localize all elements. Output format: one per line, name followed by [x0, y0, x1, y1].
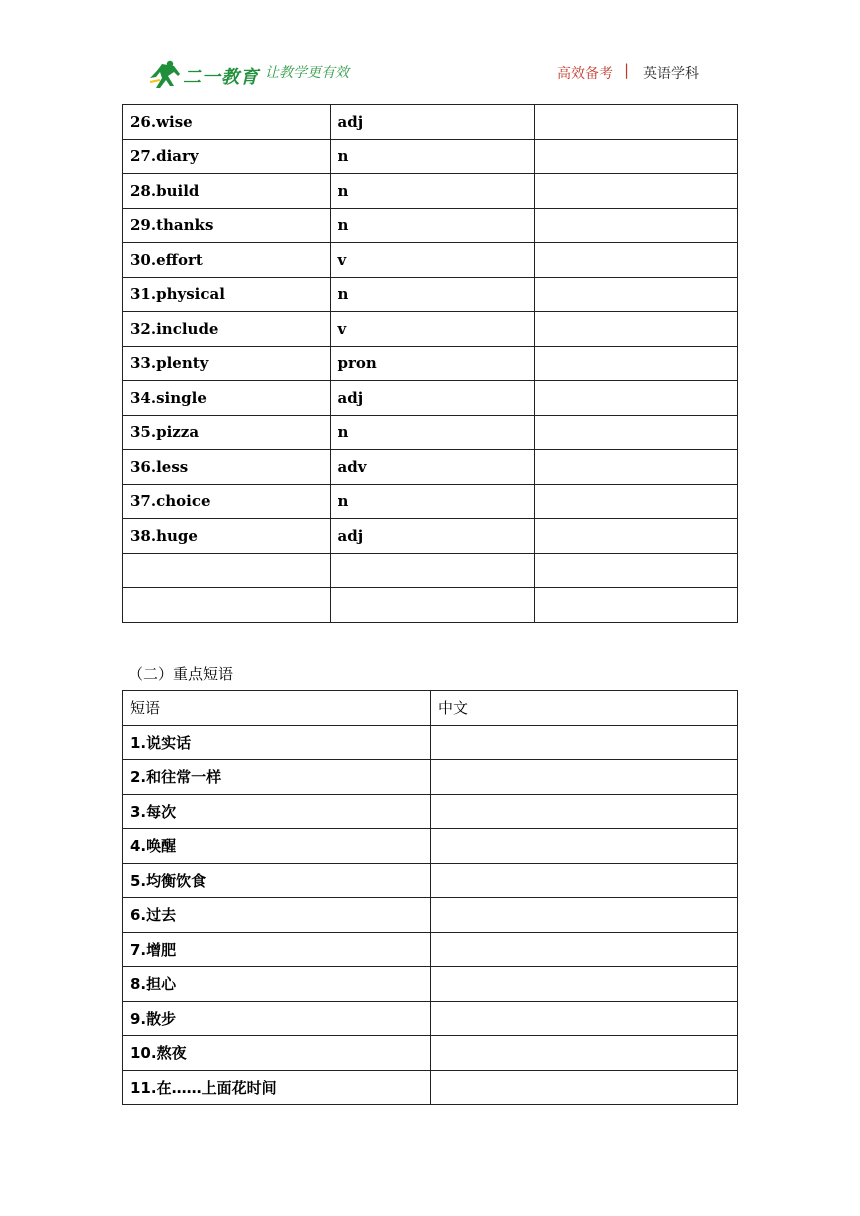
- table-row: [123, 1070, 738, 1105]
- vocab-cell-meaning[interactable]: [535, 139, 738, 174]
- phrase-meaning-cell[interactable]: [431, 1036, 738, 1071]
- table-row: [123, 553, 738, 588]
- vocab-cell-meaning[interactable]: [535, 312, 738, 347]
- phrase-meaning-cell[interactable]: [431, 1070, 738, 1105]
- page-header: [0, 0, 860, 100]
- vocab-cell-pos: n: [330, 174, 535, 209]
- phrases-table: [122, 690, 738, 1105]
- header-chinese: 中文: [431, 691, 738, 726]
- table-row: [123, 381, 738, 416]
- vocab-cell-word: 37.choice: [123, 484, 331, 519]
- header-separator: |: [624, 61, 630, 79]
- phrase-cell: 4.唤醒: [123, 829, 431, 864]
- vocab-cell-meaning[interactable]: [535, 208, 738, 243]
- table-row: [123, 967, 738, 1002]
- vocab-cell-pos: pron: [330, 346, 535, 381]
- vocabulary-table: [122, 104, 738, 623]
- table-row: [123, 519, 738, 554]
- vocab-cell-meaning[interactable]: [535, 553, 738, 588]
- vocab-cell-pos: [330, 588, 535, 623]
- table-row: [123, 1036, 738, 1071]
- logo-text: 二一教育: [183, 67, 259, 88]
- table-row: [123, 450, 738, 485]
- phrase-cell: 3.每次: [123, 794, 431, 829]
- vocab-cell-meaning[interactable]: [535, 381, 738, 416]
- phrases-header-row: [123, 691, 738, 726]
- phrase-meaning-cell[interactable]: [431, 725, 738, 760]
- table-row: [123, 105, 738, 140]
- vocab-cell-word: [123, 553, 331, 588]
- vocab-cell-word: 30.effort: [123, 243, 331, 278]
- phrase-meaning-cell[interactable]: [431, 863, 738, 898]
- vocab-cell-word: 28.build: [123, 174, 331, 209]
- phrase-meaning-cell[interactable]: [431, 898, 738, 933]
- vocab-cell-word: 29.thanks: [123, 208, 331, 243]
- phrase-cell: 6.过去: [123, 898, 431, 933]
- vocab-cell-meaning[interactable]: [535, 415, 738, 450]
- vocab-cell-word: 34.single: [123, 381, 331, 416]
- vocab-cell-pos: adj: [330, 105, 535, 140]
- table-row: [123, 208, 738, 243]
- table-row: [123, 312, 738, 347]
- table-row: [123, 863, 738, 898]
- phrase-cell: 5.均衡饮食: [123, 863, 431, 898]
- slogan: 让教学更有效: [265, 65, 349, 81]
- vocab-cell-word: 33.plenty: [123, 346, 331, 381]
- table-row: [123, 898, 738, 933]
- phrase-meaning-cell[interactable]: [431, 829, 738, 864]
- table-row: [123, 760, 738, 795]
- table-row: [123, 588, 738, 623]
- section-title-phrases: （二）重点短语: [128, 665, 234, 683]
- vocab-cell-pos: v: [330, 312, 535, 347]
- table-row: [123, 1001, 738, 1036]
- vocab-cell-meaning[interactable]: [535, 346, 738, 381]
- phrase-cell: 7.增肥: [123, 932, 431, 967]
- vocab-cell-pos: n: [330, 484, 535, 519]
- vocab-cell-word: 38.huge: [123, 519, 331, 554]
- vocab-cell-pos: v: [330, 243, 535, 278]
- vocab-cell-word: 32.include: [123, 312, 331, 347]
- phrase-meaning-cell[interactable]: [431, 794, 738, 829]
- phrase-meaning-cell[interactable]: [431, 932, 738, 967]
- table-row: [123, 725, 738, 760]
- table-row: [123, 243, 738, 278]
- vocab-cell-pos: n: [330, 208, 535, 243]
- table-row: [123, 415, 738, 450]
- vocab-cell-pos: n: [330, 277, 535, 312]
- vocab-cell-meaning[interactable]: [535, 484, 738, 519]
- vocab-cell-meaning[interactable]: [535, 588, 738, 623]
- vocab-cell-word: 26.wise: [123, 105, 331, 140]
- header-tag-exam: 高效备考: [557, 66, 613, 82]
- vocab-cell-pos: n: [330, 139, 535, 174]
- table-row: [123, 174, 738, 209]
- vocab-cell-word: 35.pizza: [123, 415, 331, 450]
- phrase-cell: 2.和往常一样: [123, 760, 431, 795]
- vocab-cell-meaning[interactable]: [535, 243, 738, 278]
- vocab-cell-meaning[interactable]: [535, 277, 738, 312]
- phrase-meaning-cell[interactable]: [431, 1001, 738, 1036]
- phrase-cell: 1.说实话: [123, 725, 431, 760]
- phrase-cell: 8.担心: [123, 967, 431, 1002]
- table-row: [123, 346, 738, 381]
- table-row: [123, 277, 738, 312]
- table-row: [123, 794, 738, 829]
- phrase-meaning-cell[interactable]: [431, 760, 738, 795]
- vocab-cell-meaning[interactable]: [535, 105, 738, 140]
- vocab-cell-meaning[interactable]: [535, 519, 738, 554]
- vocab-cell-pos: adj: [330, 519, 535, 554]
- phrase-cell: 11.在……上面花时间: [123, 1070, 431, 1105]
- vocab-cell-meaning[interactable]: [535, 174, 738, 209]
- vocab-cell-word: 31.physical: [123, 277, 331, 312]
- vocab-cell-word: 36.less: [123, 450, 331, 485]
- table-row: [123, 932, 738, 967]
- vocab-cell-pos: n: [330, 415, 535, 450]
- table-row: [123, 139, 738, 174]
- phrase-meaning-cell[interactable]: [431, 967, 738, 1002]
- vocab-cell-word: [123, 588, 331, 623]
- header-phrase: 短语: [123, 691, 431, 726]
- header-tag-subject: 英语学科: [643, 66, 699, 82]
- vocab-cell-word: 27.diary: [123, 139, 331, 174]
- table-row: [123, 829, 738, 864]
- phrase-cell: 9.散步: [123, 1001, 431, 1036]
- vocab-cell-pos: adv: [330, 450, 535, 485]
- vocab-cell-pos: adj: [330, 381, 535, 416]
- vocab-cell-meaning[interactable]: [535, 450, 738, 485]
- vocab-cell-pos: [330, 553, 535, 588]
- phrase-cell: 10.熬夜: [123, 1036, 431, 1071]
- table-row: [123, 484, 738, 519]
